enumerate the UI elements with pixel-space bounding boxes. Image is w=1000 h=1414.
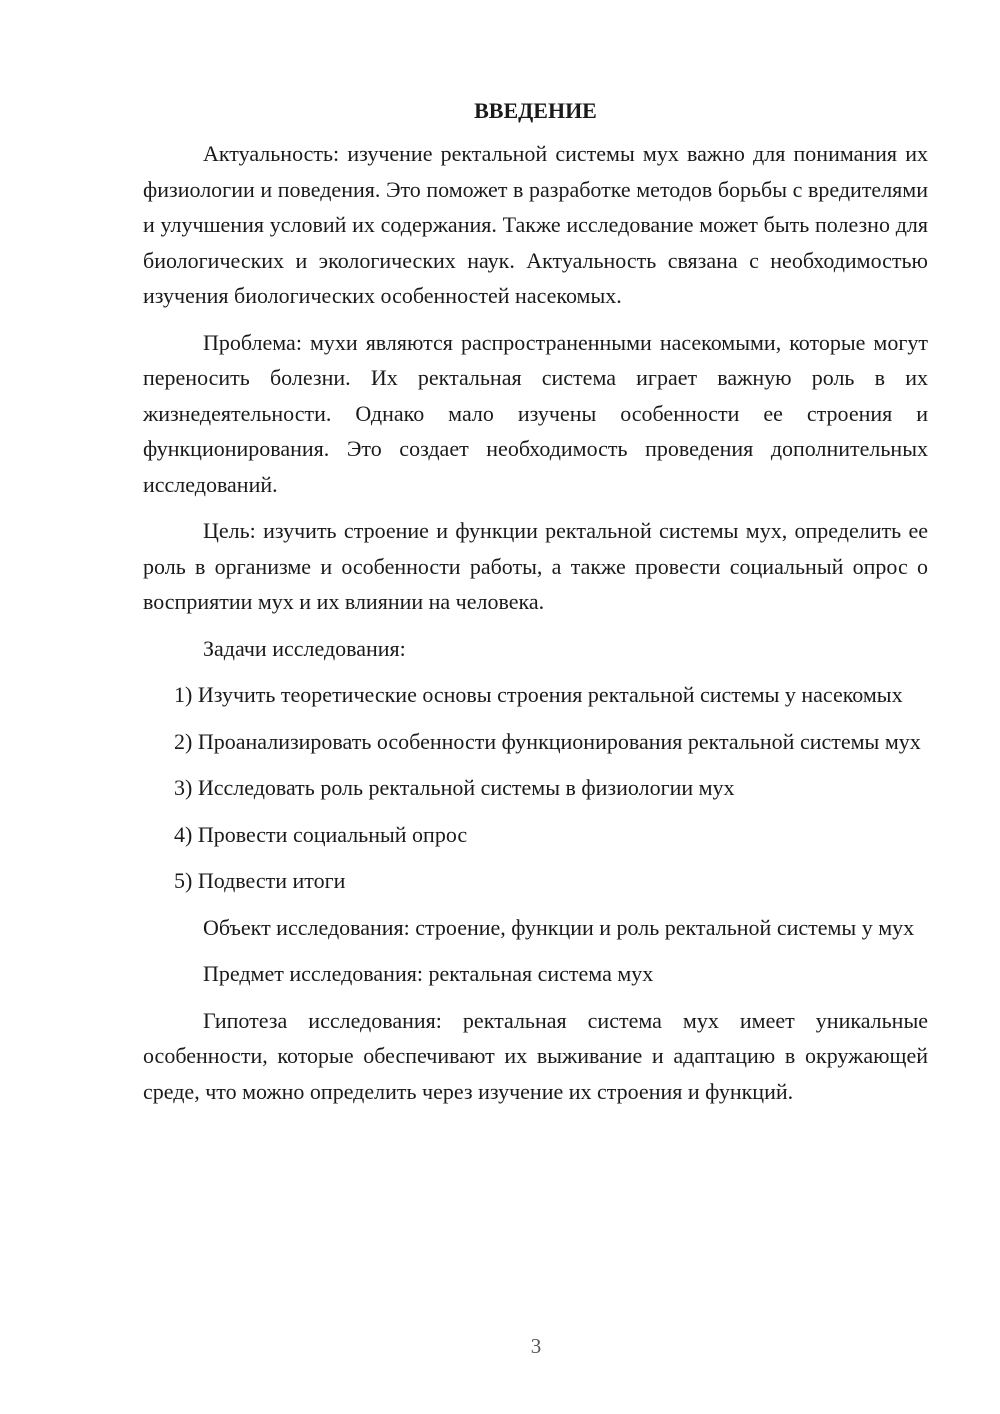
task-item-3: 3) Исследовать роль ректальной системы в физиологии мух xyxy=(174,775,735,800)
task-item-4: 4) Провести социальный опрос xyxy=(174,821,468,847)
tasks-heading: Задачи исследования: xyxy=(203,635,406,661)
task-item-1: 1) Изучить теоретические основы строения ректальной системы у насекомых xyxy=(174,682,903,707)
problem-paragraph: Проблема: мухи являются распространенными насекомыми, которые могут переносить болезни. Их ректальная система играет важную роль в их жизнедеятельности. Однако мало изучены особенности ее строения и функционирования. Это создает необходимость проведения дополнительных исследований. xyxy=(143,329,928,497)
task-item-5: 5) Подвести итоги xyxy=(174,868,346,893)
subject-paragraph: Предмет исследования: ректальная система мух xyxy=(203,961,654,986)
task-item-2: 2) Проанализировать особенности функционирования ректальной системы мух xyxy=(174,728,921,754)
page-content xyxy=(143,96,928,1120)
object-paragraph: Объект исследования: строение, функции и роль ректальной системы у мух xyxy=(203,914,915,940)
page-number: 3 xyxy=(530,1334,542,1358)
relevance-paragraph: Актуальность: изучение ректальной системы мух важно для понимания их физиологии и поведения. Это поможет в разработке методов борьбы с вредителями и улучшения условий их содержания. Также исследование может быть полезно для биологических и экологических наук. Актуальность связана с необходимостью изучения биологических особенностей насекомых. xyxy=(143,141,928,308)
hypothesis-paragraph: Гипотеза исследования: ректальная система мух имеет уникальные особенности, которые обеспечивают их выживание и адаптацию в окружающей среде, что можно определить через изучение их строения и функций. xyxy=(143,1007,928,1104)
page-title: ВВЕДЕНИЕ xyxy=(474,98,597,123)
goal-paragraph: Цель: изучить строение и функции ректальной системы мух, определить ее роль в организме и особенности работы, а также провести социальный опрос о восприятии мух и их влиянии на человека. xyxy=(143,518,928,614)
